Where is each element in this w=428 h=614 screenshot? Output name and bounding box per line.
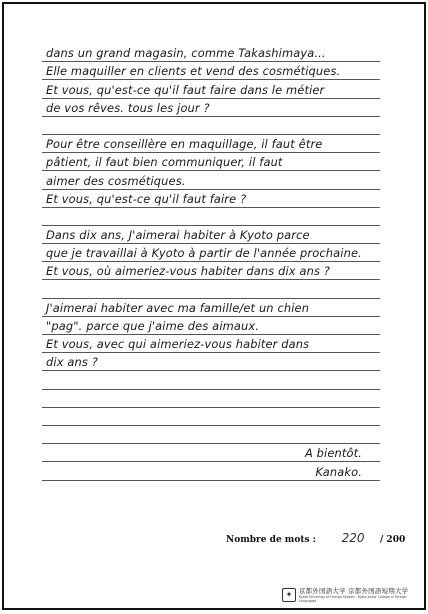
handwritten-line: dans un grand magasin, comme Takashimaya... [46, 46, 326, 61]
ruled-line [42, 208, 380, 226]
ruled-line [42, 462, 380, 480]
handwritten-line: Kanako. [315, 464, 362, 479]
ruled-line [42, 426, 380, 444]
ruled-line [42, 335, 380, 353]
handwritten-line: Pour être conseillère en maquillage, il faut être [46, 137, 323, 152]
handwritten-line: Et vous, où aimeriez-vous habiter dans dix ans ? [46, 264, 330, 279]
ruled-line [42, 244, 380, 262]
ruled-line [42, 226, 380, 244]
letter-page [2, 2, 426, 610]
ruled-line [42, 408, 380, 426]
university-logo [282, 586, 424, 603]
ruled-line [42, 99, 380, 117]
handwritten-line: A bientôt. [304, 446, 362, 461]
handwritten-line: que je travaillai à Kyoto à partir de l'année prochaine. [46, 246, 362, 261]
ruled-line [42, 117, 380, 135]
logo-name-jp: 京都外国語大学 京都外国語短期大学 [298, 587, 409, 595]
handwritten-line: Et vous, qu'est-ce qu'il faut faire ? [46, 191, 247, 206]
ruled-line [42, 280, 380, 298]
handwritten-line: de vos rêves. tous les jour ? [46, 100, 210, 115]
handwritten-line: Elle maquiller en clients et vend des cosmétiques. [46, 64, 341, 79]
ruled-line [42, 62, 380, 80]
ruled-line [42, 262, 380, 280]
logo-text [299, 586, 424, 603]
ruled-line [42, 44, 380, 62]
word-count-label: Nombre de mots : [226, 535, 317, 545]
ruled-line [42, 153, 380, 171]
handwritten-line: pâtient, il faut bien communiquer, il faut [46, 155, 283, 170]
word-count [226, 531, 405, 545]
ruled-lines [42, 44, 380, 481]
handwritten-line: "pag". parce que j'aime des aimaux. [46, 319, 260, 333]
handwritten-line: dix ans ? [46, 355, 98, 370]
logo-name-en: Kyoto University of Foreign Studies · Kyoto Junior College of Foreign Languages [298, 595, 407, 603]
ruled-line [42, 444, 380, 462]
ruled-line [42, 135, 380, 153]
ruled-line [42, 317, 380, 335]
ruled-line [42, 299, 380, 317]
word-count-max: / 200 [380, 535, 406, 545]
handwritten-line: Et vous, qu'est-ce qu'il faut faire dans le métier [46, 82, 325, 97]
word-count-value: 220 [341, 531, 365, 545]
handwritten-line: J'aimerai habiter avec ma famille/et un chien [46, 300, 310, 315]
ruled-line [42, 353, 380, 371]
ruled-line [42, 371, 380, 389]
handwritten-line: Dans dix ans, J'aimerai habiter à Kyoto parce [46, 228, 310, 243]
ruled-line [42, 190, 380, 208]
handwritten-line: aimer des cosmétiques. [46, 173, 186, 188]
ruled-line [42, 171, 380, 189]
handwritten-line: Et vous, avec qui aimeriez-vous habiter dans [46, 337, 310, 352]
ruled-line [42, 390, 380, 408]
university-logo-icon: ✦ [282, 588, 296, 602]
ruled-line [42, 80, 380, 98]
